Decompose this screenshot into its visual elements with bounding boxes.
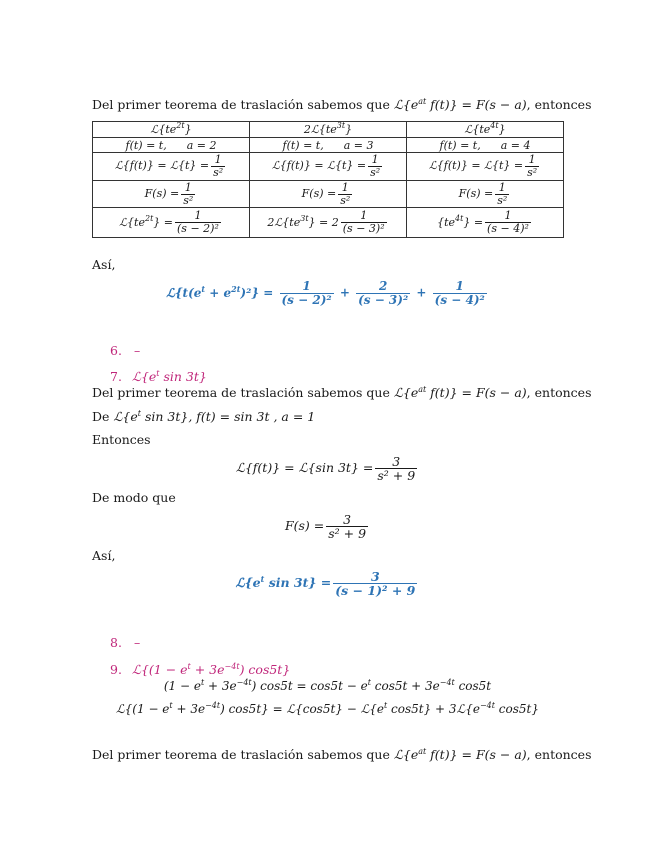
table-cell: ℒ{f(t)} = ℒ{t} = $\frac{1}{\text{s²}}$ [93, 153, 250, 181]
translation-table [92, 121, 564, 238]
table-header-cell: $ℒ\{te^{4t}\}$ [407, 122, 564, 138]
intro-paragraph-2: Del primer teorema de traslación sabemos que $ℒ\{e^{at}$ f(t)} = F(s − a), entonces [92, 385, 592, 400]
table-cell: F(s) = $\frac{1}{\text{s²}}$ [250, 181, 407, 208]
table-row [93, 153, 564, 181]
intro-paragraph-1 [92, 97, 591, 112]
linearity-equation: ℒ{(1 − $e^t + 3e^{-4t}$) cos5t} = ℒ{cos5t} − $ℒ\{e^t$ $\cos 5t\} + 3ℒ\{e^{-4t}$ cos5t} [116, 701, 539, 716]
table-header-cell: $ℒ\{te^{2t}\}$ [93, 122, 250, 138]
table-cell: ℒ{f(t)} = ℒ{t} = $\frac{1}{\text{s²}}$ [407, 153, 564, 181]
entonces-label: Entonces [92, 432, 151, 447]
de-modo-label: De modo que [92, 490, 176, 505]
result-equation-1: $ℒ\{t(e^t + e^{2t})^2\}$ = $\frac{1}{\text{(s − 2)²}}$ + $\frac{2}{\text{(s − 3)²}}$ + $\frac{1}{\text{(s − 4)²}}$ [166, 279, 485, 307]
table-row [93, 208, 564, 238]
translation-theorem-formula: $ℒ\{e^{at}$ f(t)} = F(s − a) [393, 97, 527, 112]
table-cell: $\{te^{4t}\}$ = $\frac{1}{\text{(s − 4)²}}$ [407, 208, 564, 238]
table-cell: f(t) = t, a = 3 [250, 138, 407, 153]
de-line: De $ℒ\{e^t$ sin 3t}, f(t) = sin 3t , a = 1 [92, 409, 316, 424]
result-equation-2: $ℒ\{e^t$ sin 3t} = $\frac{3}{\text{(s − 1)² + 9}}$ [235, 569, 416, 599]
table-header-row [93, 122, 564, 138]
list-item-6: 6. – [110, 343, 141, 358]
F-of-s-equation: F(s) = $\frac{3}{\text{s² + 9}}$ [284, 512, 367, 542]
table-header-cell: $2ℒ\{te^{3t}\}$ [250, 122, 407, 138]
list-item-7: 7. $ℒ\{e^t$ sin 3t} [110, 369, 207, 384]
intro-paragraph-3: Del primer teorema de traslación sabemos que $ℒ\{e^{at}$ f(t)} = F(s − a), entonces [92, 747, 592, 762]
table-cell: ℒ{f(t)} = ℒ{t} = $\frac{1}{\text{s²}}$ [250, 153, 407, 181]
table-cell: F(s) = $\frac{1}{\text{s²}}$ [93, 181, 250, 208]
table-cell: F(s) = $\frac{1}{\text{s²}}$ [407, 181, 564, 208]
intro-text: Del primer teorema de traslación sabemos que [92, 97, 394, 112]
intro-tail: , entonces [526, 97, 592, 112]
laplace-f-equation: ℒ{f(t)} = ℒ{sin 3t} = $\frac{3}{\text{s² + 9}}$ [235, 454, 416, 484]
asi-label-1: Así, [92, 257, 116, 272]
asi-label-2: Así, [92, 548, 116, 563]
table-row [93, 181, 564, 208]
list-item-9: 9. ℒ{(1 − $e^t + 3e^{-4t}$) cos5t} [110, 662, 291, 677]
table-cell: f(t) = t, a = 2 [93, 138, 250, 153]
table-row [93, 138, 564, 153]
table-cell: f(t) = t, a = 4 [407, 138, 564, 153]
list-item-8: 8. – [110, 635, 141, 650]
expansion-equation: $(1 - e^t + 3e^{-4t})$ $\cos 5t = \cos 5t - e^t$ $\cos 5t + 3e^{-4t}$ cos5t [163, 678, 492, 693]
table-cell: $ℒ\{te^{2t}\}$ = $\frac{1}{\text{(s − 2)²}}$ [93, 208, 250, 238]
table-cell: $2ℒ\{te^{3t}\} = 2$ $\frac{1}{\text{(s − 3)²}}$ [250, 208, 407, 238]
